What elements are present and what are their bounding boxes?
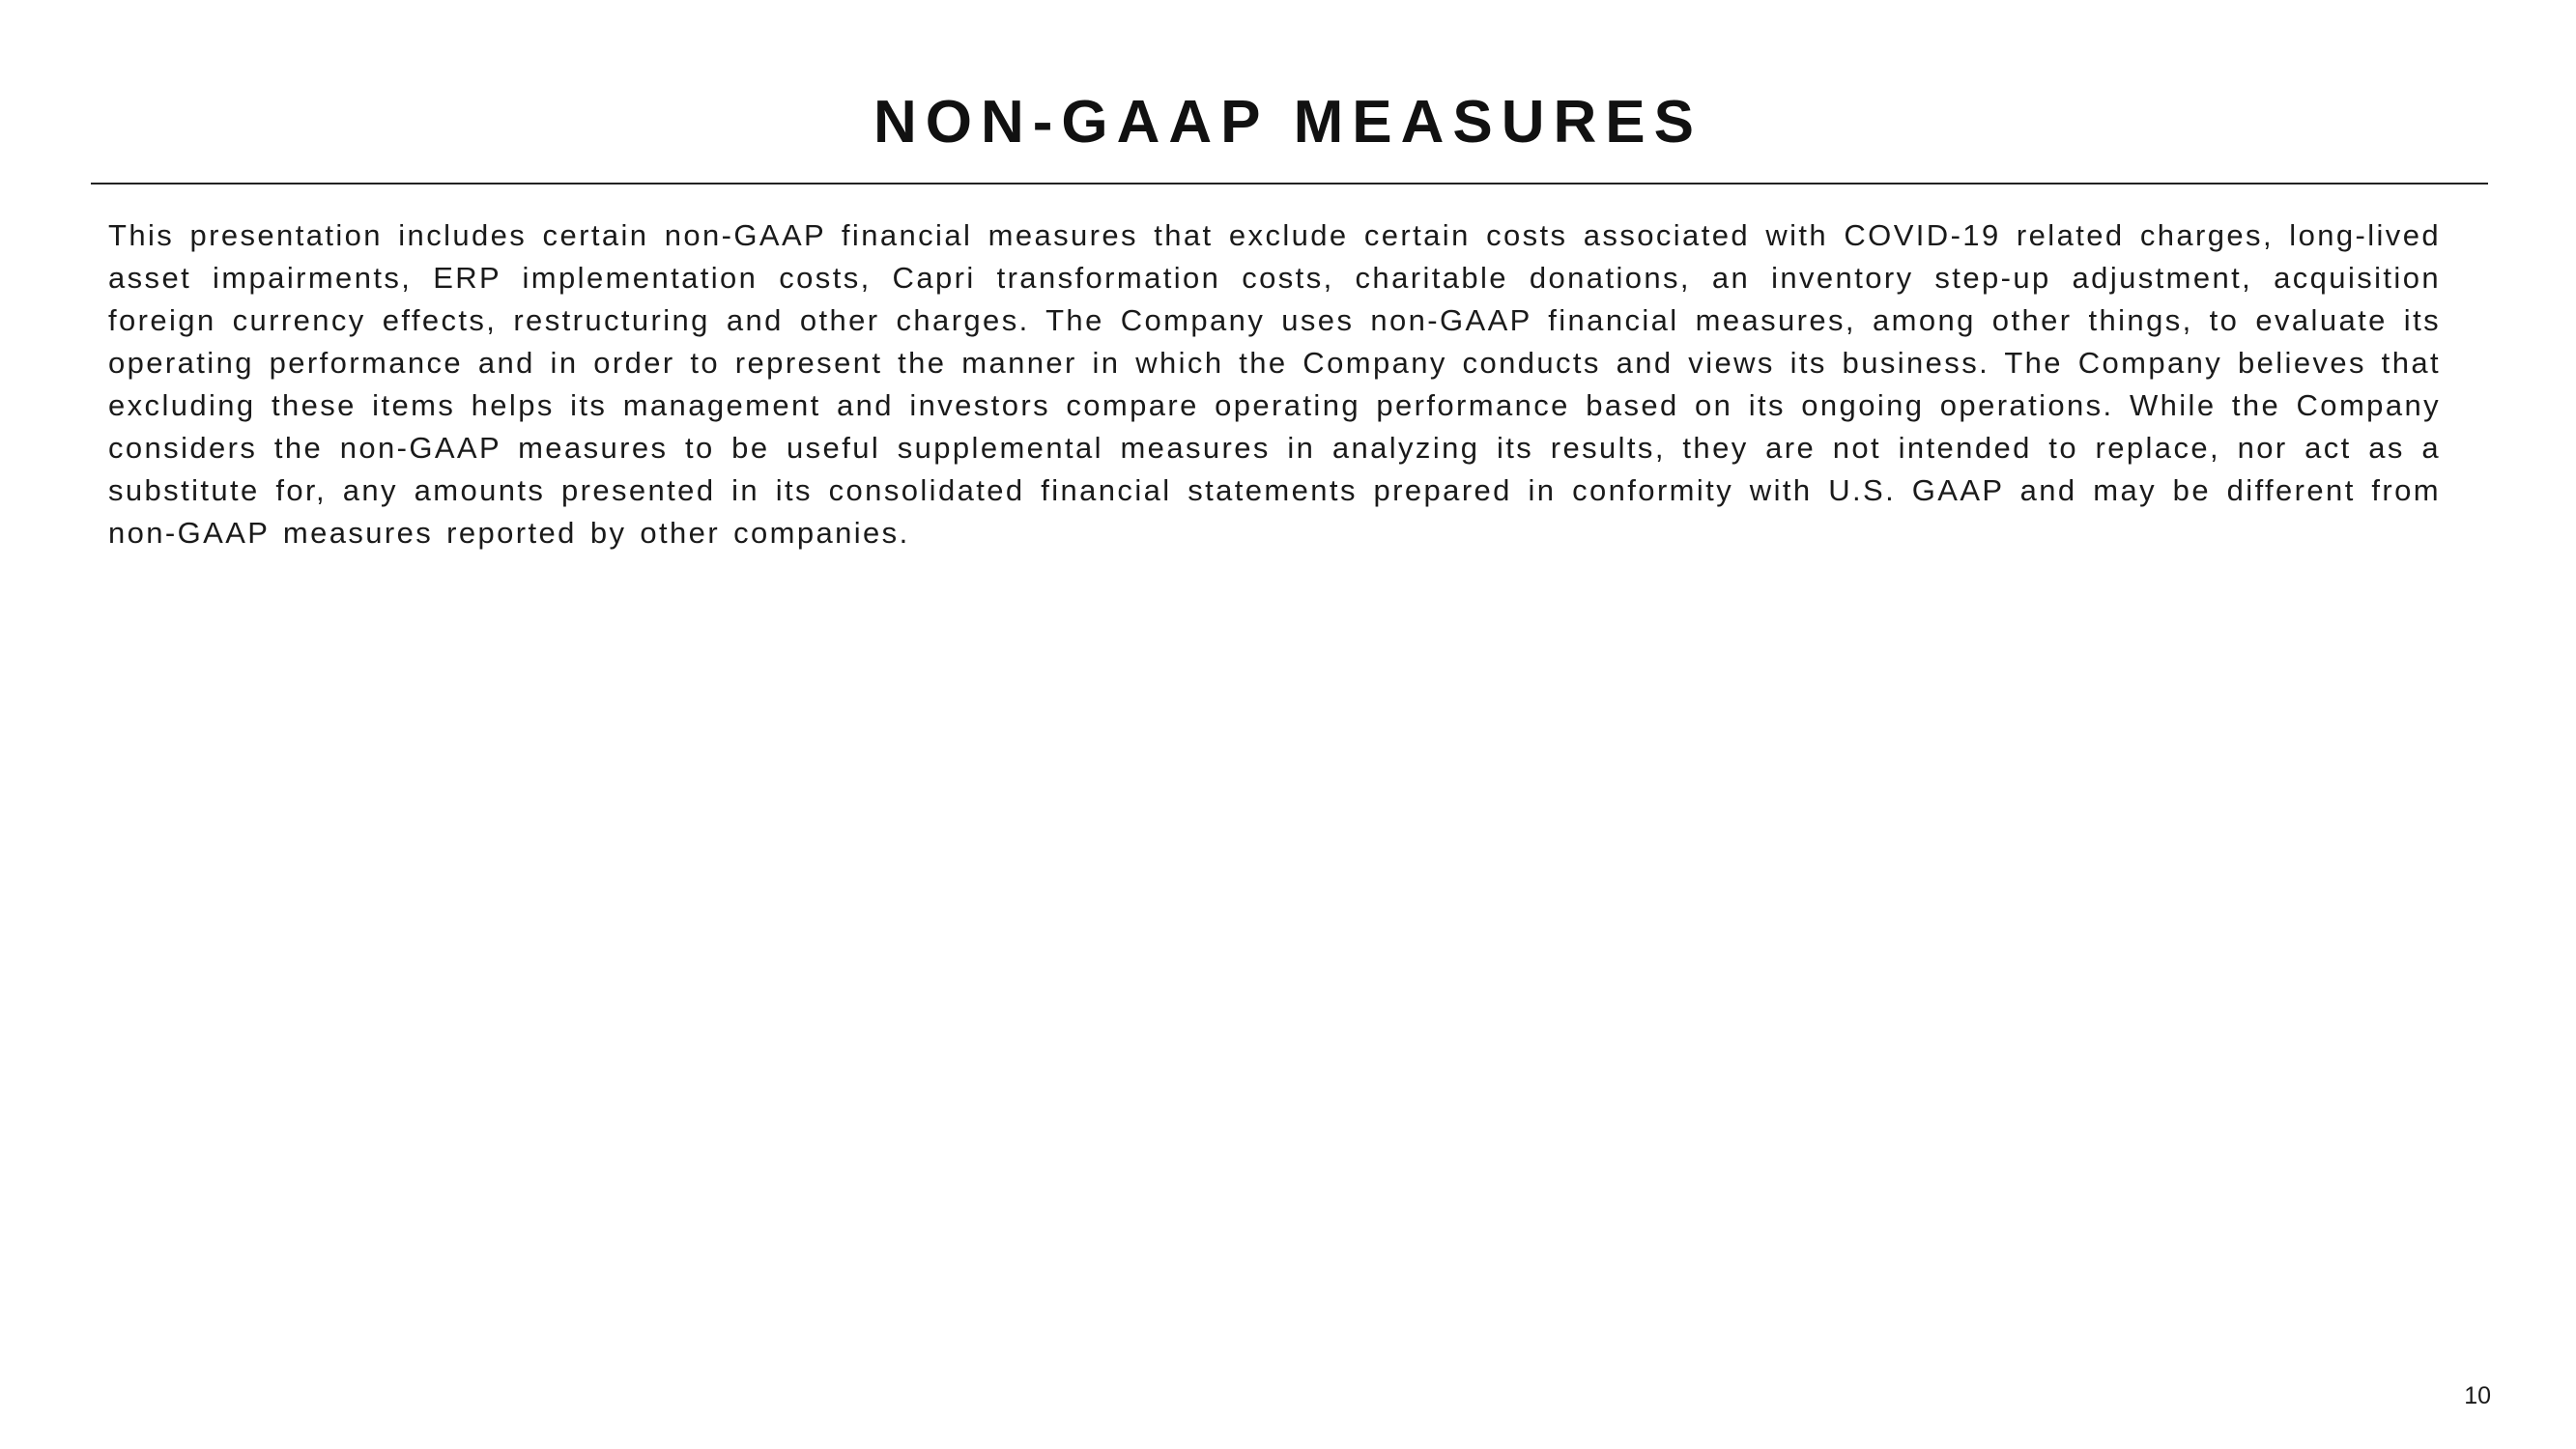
title-divider (91, 183, 2488, 185)
slide-title: NON-GAAP MEASURES (873, 89, 1703, 156)
page-number: 10 (2464, 1382, 2491, 1409)
body-paragraph: This presentation includes certain non-GAAP financial measures that exclude certain costs associated with COVID-19 related charges, long-lived asset impairments, ERP implementation costs, Capri transformation costs, charitable donations, an inventory step-up adjustment, acquisition foreign currency effects, restructuring and other charges. The Company uses non-GAAP financial measures, among other things, to evaluate its operating performance and in order to represent the manner in which the Company conducts and views its business. The Company believes that excluding these items helps its management and investors compare operating performance based on its ongoing operations. While the Company considers the non-GAAP measures to be useful supplemental measures in analyzing its results, they are not intended to replace, nor act as a substitute for, any amounts presented in its consolidated financial statements prepared in conformity with U.S. GAAP and may be different from non-GAAP measures reported by other companies. (108, 218, 2441, 550)
